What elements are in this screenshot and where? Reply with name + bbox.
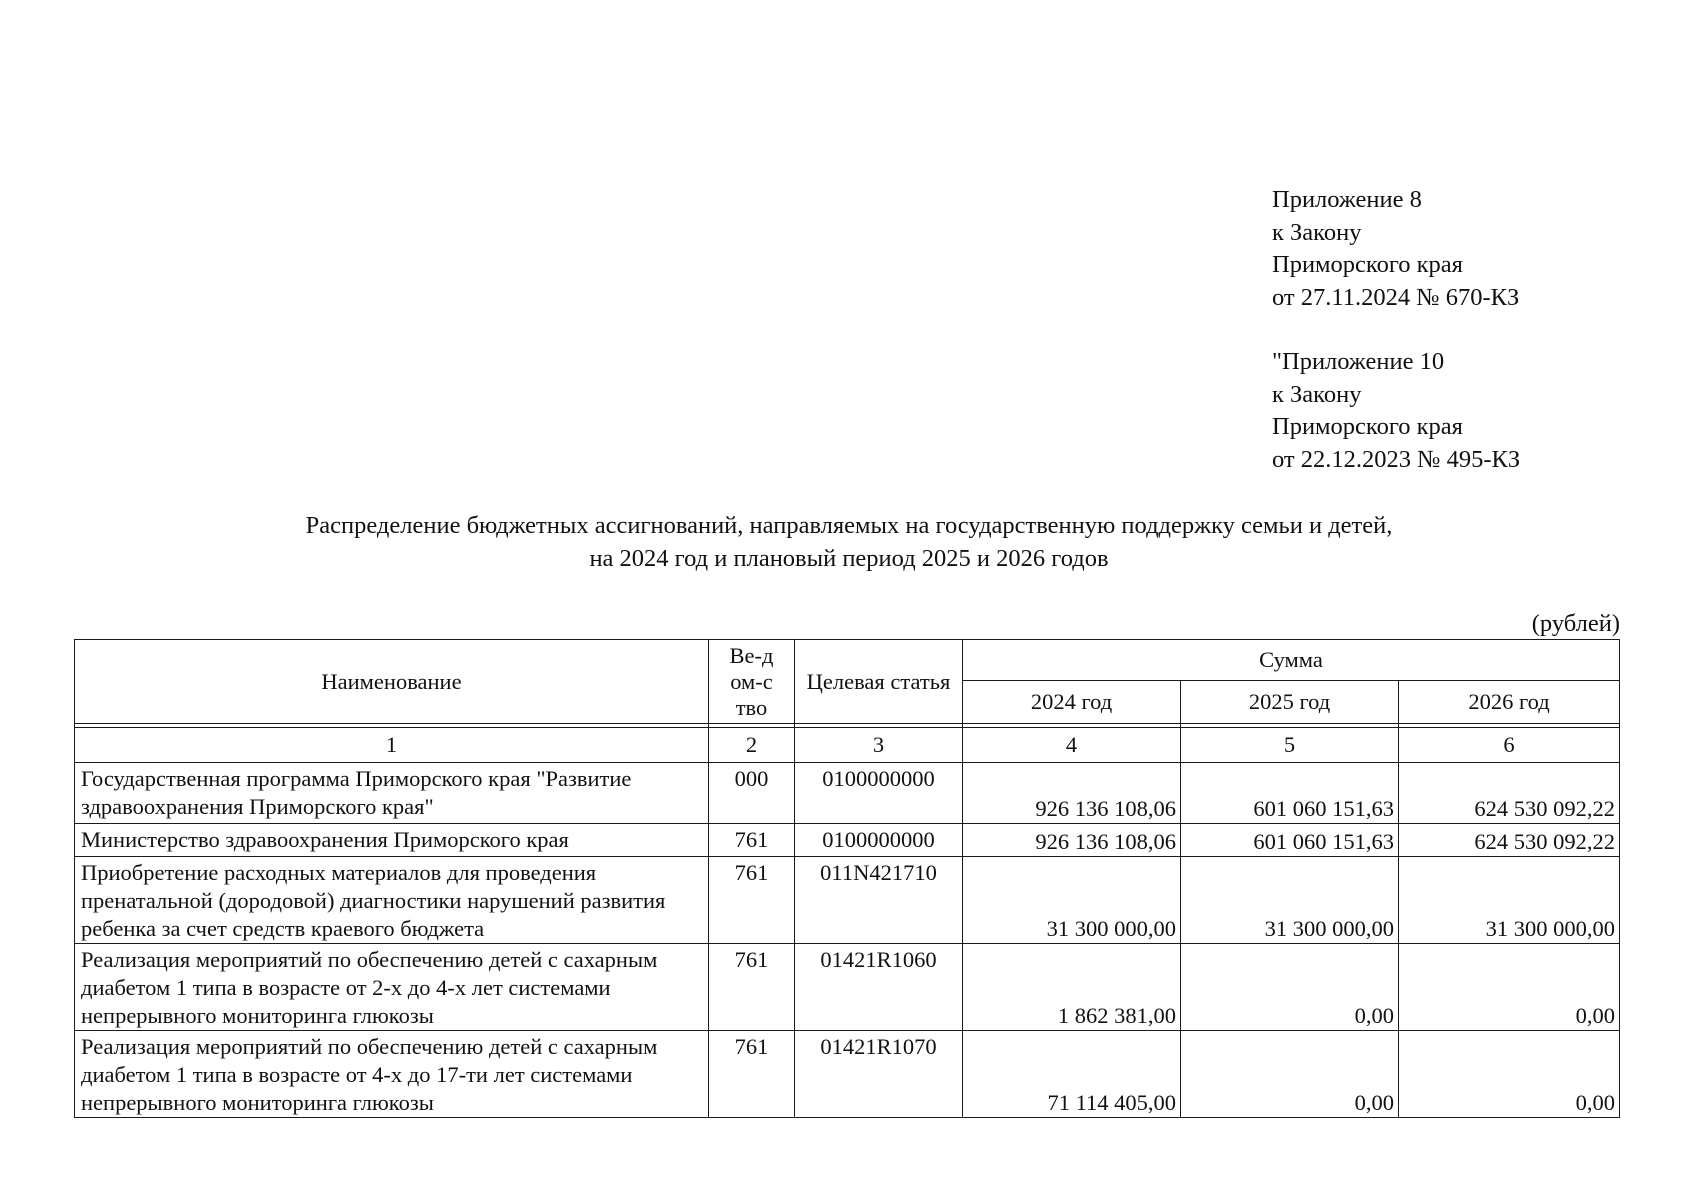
row-target-article: 01421R1070 bbox=[795, 1031, 963, 1118]
appendix-line: к Закону bbox=[1272, 380, 1362, 408]
title-line-2: на 2024 год и плановый период 2025 и 2026 годов bbox=[589, 545, 1109, 572]
row-name: Реализация мероприятий по обеспечению детей с сахарным диабетом 1 типа в возрасте от 2-х до 4-х лет системами непрерывного мониторинга глюкозы bbox=[75, 944, 709, 1031]
row-target-article: 01421R1060 bbox=[795, 944, 963, 1031]
appendix-reference-amended bbox=[1272, 346, 1520, 476]
row-amount-2026: 624 530 092,22 bbox=[1399, 824, 1620, 857]
appendix-line: Приморского края bbox=[1272, 251, 1463, 278]
table-row bbox=[75, 944, 1620, 1031]
row-amount-2025: 601 060 151,63 bbox=[1181, 763, 1399, 824]
appendix-reference-current bbox=[1272, 184, 1519, 314]
title-line-1: Распределение бюджетных ассигнований, направляемых на государственную поддержку семьи и детей, bbox=[305, 512, 1393, 539]
column-number: 6 bbox=[1399, 728, 1620, 763]
header-year-2025: 2025 год bbox=[1181, 681, 1399, 724]
row-amount-2024: 1 862 381,00 bbox=[963, 944, 1181, 1031]
row-target-article: 0100000000 bbox=[795, 763, 963, 824]
table-row bbox=[75, 857, 1620, 944]
column-number: 5 bbox=[1181, 728, 1399, 763]
column-number-row bbox=[75, 728, 1620, 763]
row-amount-2024: 31 300 000,00 bbox=[963, 857, 1181, 944]
document-title bbox=[0, 509, 1698, 575]
row-amount-2024: 926 136 108,06 bbox=[963, 763, 1181, 824]
header-year-2024: 2024 год bbox=[963, 681, 1181, 724]
row-department: 000 bbox=[709, 763, 795, 824]
header-department-label: Ве-дом-ство bbox=[729, 642, 774, 720]
header-year-2026: 2026 год bbox=[1399, 681, 1620, 724]
row-amount-2025: 31 300 000,00 bbox=[1181, 857, 1399, 944]
column-number: 3 bbox=[795, 728, 963, 763]
row-department: 761 bbox=[709, 857, 795, 944]
row-amount-2026: 31 300 000,00 bbox=[1399, 857, 1620, 944]
row-amount-2026: 0,00 bbox=[1399, 944, 1620, 1031]
table-row bbox=[75, 824, 1620, 857]
row-amount-2026: 624 530 092,22 bbox=[1399, 763, 1620, 824]
table-row bbox=[75, 1031, 1620, 1118]
row-amount-2025: 0,00 bbox=[1181, 944, 1399, 1031]
row-amount-2024: 926 136 108,06 bbox=[963, 824, 1181, 857]
row-name: Министерство здравоохранения Приморского края bbox=[75, 824, 709, 857]
appendix-line: Приморского края bbox=[1272, 413, 1463, 440]
row-department: 761 bbox=[709, 824, 795, 857]
appendix-line: от 27.11.2024 № 670-КЗ bbox=[1272, 283, 1520, 311]
row-target-article: 011N421710 bbox=[795, 857, 963, 944]
appendix-line: Приложение 8 bbox=[1272, 186, 1422, 213]
header-target-article: Целевая статья bbox=[795, 640, 963, 724]
header-department bbox=[709, 640, 795, 724]
column-number: 2 bbox=[709, 728, 795, 763]
budget-table bbox=[74, 639, 1620, 1118]
table-header-row bbox=[75, 640, 1620, 681]
row-department: 761 bbox=[709, 944, 795, 1031]
header-name: Наименование bbox=[75, 640, 709, 724]
column-number: 4 bbox=[963, 728, 1181, 763]
row-amount-2026: 0,00 bbox=[1399, 1031, 1620, 1118]
currency-units: (рублей) bbox=[1531, 610, 1620, 637]
appendix-line: к Закону bbox=[1272, 218, 1362, 246]
row-amount-2025: 0,00 bbox=[1181, 1031, 1399, 1118]
row-amount-2024: 71 114 405,00 bbox=[963, 1031, 1181, 1118]
row-name: Приобретение расходных материалов для проведения пренатальной (дородовой) диагностики нарушений развития ребенка за счет средств краевого бюджета bbox=[75, 857, 709, 944]
column-number: 1 bbox=[75, 728, 709, 763]
row-name: Реализация мероприятий по обеспечению детей с сахарным диабетом 1 типа в возрасте от 4-х до 17-ти лет системами непрерывного мониторинга глюкозы bbox=[75, 1031, 709, 1118]
header-sum: Сумма bbox=[963, 640, 1620, 681]
row-department: 761 bbox=[709, 1031, 795, 1118]
row-target-article: 0100000000 bbox=[795, 824, 963, 857]
appendix-line: "Приложение 10 bbox=[1272, 348, 1445, 375]
row-amount-2025: 601 060 151,63 bbox=[1181, 824, 1399, 857]
row-name: Государственная программа Приморского края "Развитие здравоохранения Приморского края" bbox=[75, 763, 709, 824]
table-row bbox=[75, 763, 1620, 824]
appendix-line: от 22.12.2023 № 495-КЗ bbox=[1272, 445, 1521, 473]
